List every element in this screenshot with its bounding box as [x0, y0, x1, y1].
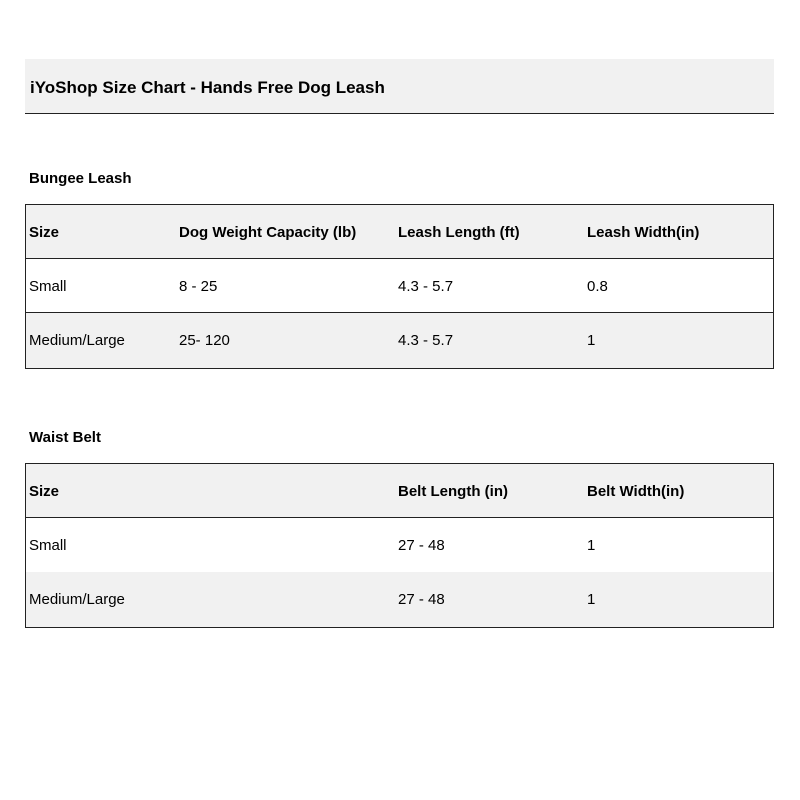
table-row — [26, 518, 773, 572]
bungee-leash-table — [25, 204, 774, 369]
table-cell: 4.3 - 5.7 — [398, 278, 454, 295]
header-cell: Leash Width(in) — [587, 224, 700, 241]
table-cell: Small — [29, 278, 67, 295]
table-cell: 27 - 48 — [398, 537, 445, 554]
waist-belt-heading: Waist Belt — [29, 429, 101, 446]
table-header-row — [26, 464, 773, 518]
table-cell: Medium/Large — [29, 591, 125, 608]
table-header-row — [26, 205, 773, 259]
table-cell: 4.3 - 5.7 — [398, 332, 454, 349]
table-cell: 25- 120 — [179, 332, 230, 349]
table-cell: Medium/Large — [29, 332, 125, 349]
table-row — [26, 313, 773, 368]
table-cell: 27 - 48 — [398, 591, 445, 608]
table-cell: Small — [29, 537, 67, 554]
table-cell: 1 — [587, 332, 596, 349]
table-cell: 1 — [587, 591, 596, 608]
waist-belt-table — [25, 463, 774, 628]
table-cell: 0.8 — [587, 278, 608, 295]
header-cell: Size — [29, 224, 60, 241]
title-bar — [25, 59, 774, 114]
header-cell: Belt Width(in) — [587, 483, 685, 500]
page-title: iYoShop Size Chart - Hands Free Dog Leash — [30, 78, 385, 97]
bungee-leash-heading: Bungee Leash — [29, 170, 132, 187]
header-cell: Belt Length (in) — [398, 483, 508, 500]
header-cell: Size — [29, 483, 60, 500]
table-row — [26, 259, 773, 313]
header-cell: Leash Length (ft) — [398, 224, 520, 241]
table-cell: 8 - 25 — [179, 278, 218, 295]
table-cell: 1 — [587, 537, 596, 554]
header-cell: Dog Weight Capacity (lb) — [179, 224, 357, 241]
table-row — [26, 572, 773, 627]
